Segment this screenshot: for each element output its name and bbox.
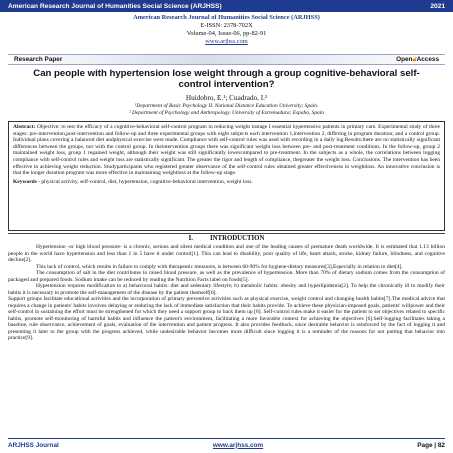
footer-journal: ARJHSS Journal xyxy=(8,441,59,449)
article-type-ribbon xyxy=(8,54,445,65)
intro-paragraph-2: This lack of control, which results in failure to comply with therapeutic measures, is between 60-90% for hygiene-dietary measures[3].Especially in relation to diet[4]. xyxy=(36,263,403,270)
keywords-label: Keywords xyxy=(13,178,37,185)
affiliation-2: ² Department of Psychology and Anthropology. University of Extremadura; Espaha, Spain xyxy=(129,109,324,116)
section-heading-introduction: I. INTRODUCTION xyxy=(188,235,265,242)
journal-top-bar xyxy=(0,0,453,12)
affiliation-1: ¹Department of Basic Psychology II. National Distance Education University; Spain. xyxy=(134,103,319,109)
article-type: Research Paper xyxy=(14,56,63,63)
journal-header xyxy=(0,14,453,46)
keywords-text: - physical activity, self-control, diet, hypertension, cognitive-behavioral intervention, weight loss. xyxy=(38,178,253,185)
open-access-label xyxy=(396,56,439,64)
authors: Huidobro, E.¹; Cuadrado, I.² xyxy=(185,94,268,102)
footer-website-link[interactable]: www.arjhss.com xyxy=(212,441,264,449)
open-lock-icon: 🔓︎ xyxy=(412,55,417,63)
abstract-box xyxy=(8,121,445,231)
page-footer xyxy=(8,438,445,451)
journal-name: American Research Journal of Humanities Social Science (ARJHSS) xyxy=(133,14,320,21)
top-bar-year: 2021 xyxy=(430,2,445,10)
open-access-open: Open xyxy=(396,55,413,63)
eissn: E-ISSN: 2378-702X xyxy=(200,22,253,29)
introduction-body xyxy=(8,244,445,434)
footer-page-number: Page | 82 xyxy=(417,441,445,449)
journal-website-link[interactable]: www.arjhss.com xyxy=(205,38,248,45)
abstract xyxy=(13,124,440,177)
paper-title: Can people with hypertension lose weight through a group cognitive-behavioral self-control intervention? xyxy=(33,68,420,90)
section-divider xyxy=(8,233,445,234)
abstract-text: Objective: to test the efficacy of a cognitive-behavioral self-control program in reducing weight instage I essential hypertensive patients in primary care. Experimental study of three stages: pre-intervention,post-intervention and follow-up and three experimental groups with eight subjects each intervention 1,intervention 2, differing in program duration; and a control group. Individual plans covering a balanced diet andphysical exercise were made. Compliance with self-control rules was used with recording in a daily log.Results:there are no statistically significant differences between the groups, nor with the control group. In theintervention groups there was significant weight loss between pre- and post-treatment conditions. In the follow-up, group 2 maintained weight loss, group 1 regained weight, although their weight was still significantly lowercompared to pre-treatment. In the subjects as a whole, the correlations between logging compliance with self-control rules and weight loss are statistically significant. The greater the rigor and length of compliance, thegreater the weight loss. Conclusions. The intervention has been effective in achieving weight reduction. Studyparticipants who registered greater observance of the self-control rules obtained greater effectiveness in weightloss. An innovative conclusion is that the longer duration program was more effective in maintaining weightloss at the follow-up stage. xyxy=(13,124,440,177)
keywords xyxy=(13,179,440,186)
open-access-access: Access xyxy=(416,55,439,63)
intro-paragraph-1: Hypertension -or high blood pressure- is a chronic, serious and silent medical condition and one of the leading causes of premature death worldwide. It is estimated that 1.13 billion people in the world have hypertension and less than 1 in 5 have it under control[1]. This can lead to disability, poor quality of life, heart attack, stroke, kidney failure, blindness, and cognitive decline[2]. xyxy=(8,244,445,263)
top-bar-journal-name: American Research Journal of Humanities Social Science (ARJHSS) xyxy=(8,2,222,10)
intro-paragraph-4: Hypertension requires modification to a) behavioral habits: diet and sedentary lifestyle; b) metabolic habits: obesity and hyperlipidemia[2]. To help the chronically ill to modify their habits it is necessary to promote the self-management of the disease by the patient themself[6]. xyxy=(8,283,445,296)
intro-paragraph-3: The consumption of salt in the diet contributes to raised blood pressure, as well as the prevalence of hypertension. More than 70% of dietary sodium comes from the consumption of packaged and prepared foods. Sodium intake can be reduced by reading the Nutrition Facts label on foods[5]. xyxy=(8,270,445,283)
abstract-label: Abstract: xyxy=(13,124,36,130)
affiliations xyxy=(0,103,453,116)
volume-info: Volume-04, Issue-06, pp-82-91 xyxy=(186,30,267,37)
intro-paragraph-5: Support groups facilitate educational activities and the incorporation of primary preventive activities such as physical exercise, weight control and changing health habits[7].The medical advice that requires a change in patients' habits involves delaying or enduring the lack of immediate satisfaction that their habits provide. To achieve these physician-imposed goals, patients' willpower and their self-control in sustaining the effort must be strengthened for which they need a support group to back them up [8]. Self-control rules make it easier for the patient to set objectives related to specific habits, promote self-monitoring of harmful habits and influence the patient's environment, facilitating a more favorable context for achieving the objectives [6].Self-logging facilitates taking a baseline, rule observance, achievement of goals, evaluation of the intervention and patient progress. It also provides feedback, since desirable behavior is reinforced by the fact of logging it and presenting it later to the group with the progress achieved, while undesirable behavior becomes more difficult since logging it is a reminder of the reasons for not putting that behavior into practice[9]. xyxy=(8,296,445,341)
